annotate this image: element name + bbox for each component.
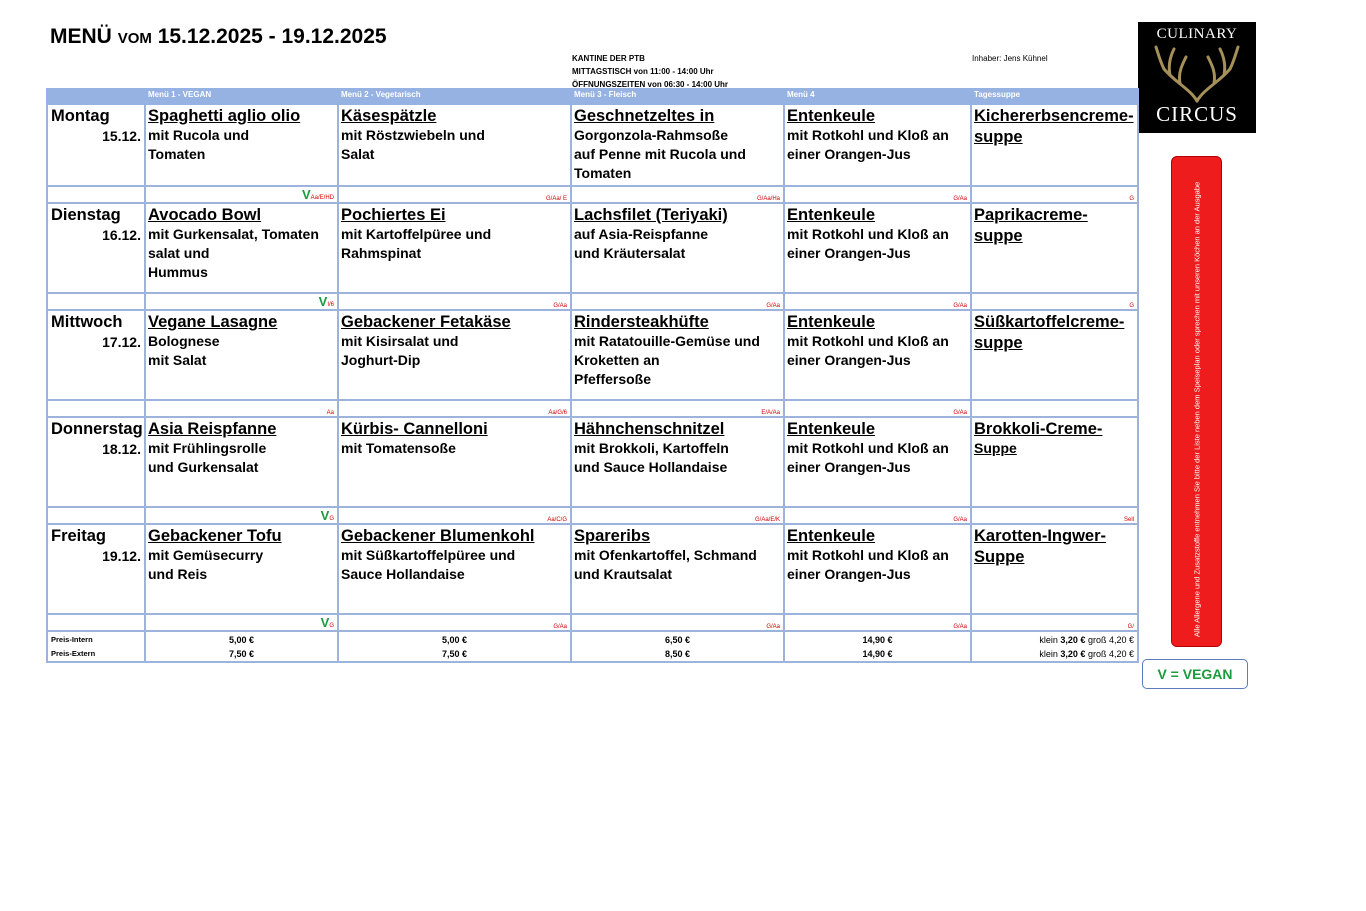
lunch-hours: MITTAGSTISCH von 11:00 - 14:00 Uhr [572,67,714,76]
allergen-code-row [47,293,1138,310]
allergen-code: VG [145,507,338,524]
dish-description: mit Kisirsalat und Joghurt-Dip [341,333,459,368]
dish-title: Hähnchenschnitzel [574,420,725,438]
dish-description: mit Tomatensoße [341,440,456,456]
dish-title: Kichererbsencreme- [974,107,1134,125]
dish-description: mit Rotkohl und Kloß an einer Orangen-Jus [787,547,949,582]
day-row-mittwoch [47,310,1138,400]
day-date: 19.12. [102,548,141,564]
allergen-code: Aa/G/6 [338,400,571,417]
soup-cell [971,104,1138,186]
vegan-mark: V [320,508,330,523]
dish-description: Bolognese mit Salat [148,333,220,368]
dish-title: Entenkeule [787,527,876,545]
day-cell [47,203,145,293]
dish-description: mit Rotkohl und Kloß an einer Orangen-Jus [787,440,949,475]
day-cell [47,310,145,400]
dish-description: mit Süßkartoffelpüree und Sauce Hollandaise [341,547,516,582]
allergen-code: G/Aa/Ha [571,186,784,203]
dish-description: mit Brokkoli, Kartoffeln und Sauce Hollandaise [574,440,729,475]
day-date: 17.12. [102,334,141,350]
dish-description: mit Ofenkartoffel, Schmand und Krautsalat [574,547,757,582]
dish-description: mit Rotkohl und Kloß an einer Orangen-Jus [787,226,949,261]
vegan-mark: V [318,294,328,309]
column-header-menu4: Menü 4 [784,89,971,104]
dish-cell [338,310,571,400]
dish-description: Gorgonzola-Rahmsoße auf Penne mit Rucola und Tomaten [574,127,746,181]
dish-description: suppe [974,227,1023,245]
allergen-code: G/Aa [784,293,971,310]
dish-title: Avocado Bowl [148,206,262,224]
allergen-code: G/Aa [571,293,784,310]
dish-cell [145,417,338,507]
dish-cell [784,104,971,186]
allergen-code: G/Aa [784,400,971,417]
allergen-code: G/ [971,614,1138,631]
soup-cell [971,417,1138,507]
dish-title: Spaghetti aglio olio [148,107,301,125]
allergen-code: Aa/C/G [338,507,571,524]
price-menu3: 6,50 € 8,50 € [571,631,784,662]
column-header-row [47,89,1138,104]
day-row-freitag [47,524,1138,614]
dish-title: Pochiertes Ei [341,206,446,224]
allergen-code: VG [145,614,338,631]
dish-cell [784,203,971,293]
dish-description: mit Frühlingsrolle und Gurkensalat [148,440,267,475]
dish-cell [145,524,338,614]
opening-hours: ÖFFNUNGSZEITEN von 06:30 - 14:00 Uhr [572,80,729,89]
day-date: 16.12. [102,227,141,243]
allergen-code: G/Aa [784,507,971,524]
price-soup: klein 3,20 € groß 4,20 € klein 3,20 € groß 4,20 € [971,631,1138,662]
column-header-menu2: Menü 2 - Vegetarisch [338,89,571,104]
dish-description: mit Rotkohl und Kloß an einer Orangen-Jus [787,333,949,368]
price-row [47,631,1138,662]
allergen-code-row [47,507,1138,524]
allergen-code: G/Aa [338,293,571,310]
allergen-code: G [971,186,1138,203]
dish-cell [338,524,571,614]
dish-cell [571,104,784,186]
allergen-code: G/Aa/E/K [571,507,784,524]
allergen-code-row [47,400,1138,417]
allergen-code: G/Aa [338,614,571,631]
dish-title: Gebackener Tofu [148,527,282,545]
dish-title: Geschnetzeltes in [574,107,715,125]
allergen-code: VI/6 [145,293,338,310]
dish-title: Lachsfilet (Teriyaki) [574,206,728,224]
dish-description: mit Gurkensalat, Tomaten salat und Hummus [148,226,319,280]
dish-description: mit Gemüsecurry und Reis [148,547,264,582]
dish-description: mit Kartoffelpüree und Rahmspinat [341,226,492,261]
dish-cell [571,524,784,614]
dish-description: suppe [974,334,1023,352]
dish-cell [571,203,784,293]
vegan-mark: V [301,187,311,202]
dish-title: Entenkeule [787,313,876,331]
day-cell [47,104,145,186]
dish-cell [571,310,784,400]
dish-cell [571,417,784,507]
dish-title: Kürbis- Cannelloni [341,420,488,438]
day-cell [47,524,145,614]
day-name: Montag [51,107,110,125]
allergen-code: G/Aa/ E [338,186,571,203]
day-name: Dienstag [51,206,121,224]
price-labels: Preis-Intern Preis-Extern [47,631,145,662]
dish-description: mit Ratatouille-Gemüse und Kroketten an Pfeffersoße [574,333,760,387]
dish-title: Karotten-Ingwer- [974,527,1106,545]
canteen-info [572,52,728,91]
dish-description: auf Asia-Reispfanne und Kräutersalat [574,226,709,261]
dish-title: Asia Reispfanne [148,420,277,438]
menu-table [46,88,1139,663]
day-row-montag [47,104,1138,186]
dish-description: mit Röstzwiebeln und Salat [341,127,485,162]
dish-title: Vegane Lasagne [148,313,278,331]
dish-title: Käsespätzle [341,107,437,125]
canteen-name: KANTINE DER PTB [572,54,645,63]
page-title: MENÜ VOM 15.12.2025 - 19.12.2025 [50,25,387,48]
day-name: Mittwoch [51,313,123,331]
allergen-note: Alle Allergene und Zusatzstoffe entnehmen Sie bitte der Liste neben dem Speiseplan oder sprechen mit unseren Köchen an der Ausgabe [1171,156,1222,647]
culinary-circus-logo: CULINARY CIRCUS [1138,22,1256,133]
dish-description: mit Rucola und Tomaten [148,127,250,162]
soup-cell [971,203,1138,293]
day-date: 18.12. [102,441,141,457]
dish-cell [784,417,971,507]
allergen-code: Sell [971,507,1138,524]
allergen-code-row [47,186,1138,203]
price-menu4: 14,90 € 14,90 € [784,631,971,662]
allergen-code: G/Aa [784,186,971,203]
price-menu2: 5,00 € 7,50 € [338,631,571,662]
dish-title: Gebackener Blumenkohl [341,527,535,545]
dish-description: mit Rotkohl und Kloß an einer Orangen-Jus [787,127,949,162]
owner-text: Inhaber: Jens Kühnel [972,54,1048,63]
allergen-code: E/A/Aa [571,400,784,417]
allergen-code: Aa [145,400,338,417]
dish-description: suppe [974,128,1023,146]
column-header-menu3: Menü 3 - Fleisch [571,89,784,104]
dish-cell [145,203,338,293]
column-header-empty [47,89,145,104]
allergen-code: VAa/E/HD [145,186,338,203]
dish-title: Entenkeule [787,107,876,125]
dish-cell [784,524,971,614]
dish-title: Entenkeule [787,206,876,224]
day-name: Freitag [51,527,107,545]
price-menu1: 5,00 € 7,50 € [145,631,338,662]
dish-cell [145,104,338,186]
allergen-code: G/Aa [784,614,971,631]
soup-cell [971,310,1138,400]
allergen-code: G/Aa [571,614,784,631]
day-row-dienstag [47,203,1138,293]
dish-title: Entenkeule [787,420,876,438]
dish-cell [145,310,338,400]
column-header-soup: Tagessuppe [971,89,1138,104]
dish-title: Gebackener Fetakäse [341,313,511,331]
dish-cell [338,104,571,186]
soup-cell [971,524,1138,614]
dish-title: Paprikacreme- [974,206,1088,224]
day-date: 15.12. [102,128,141,144]
vegan-legend: V = VEGAN [1142,659,1248,689]
dish-title: Süßkartoffelcreme- [974,313,1125,331]
dish-description: Suppe [974,548,1025,566]
antler-icon [1150,45,1244,103]
dish-title: Brokkoli-Creme- [974,420,1103,438]
dish-title: Spareribs [574,527,651,545]
dish-cell [784,310,971,400]
column-header-menu1: Menü 1 - VEGAN [145,89,338,104]
day-name: Donnerstag [51,420,143,438]
vegan-mark: V [320,615,330,630]
dish-cell [338,417,571,507]
allergen-code-row [47,614,1138,631]
allergen-code [971,400,1138,417]
day-cell [47,417,145,507]
allergen-code: G [971,293,1138,310]
dish-title: Rindersteakhüfte [574,313,709,331]
dish-description: Suppe [974,440,1017,456]
day-row-donnerstag [47,417,1138,507]
dish-cell [338,203,571,293]
